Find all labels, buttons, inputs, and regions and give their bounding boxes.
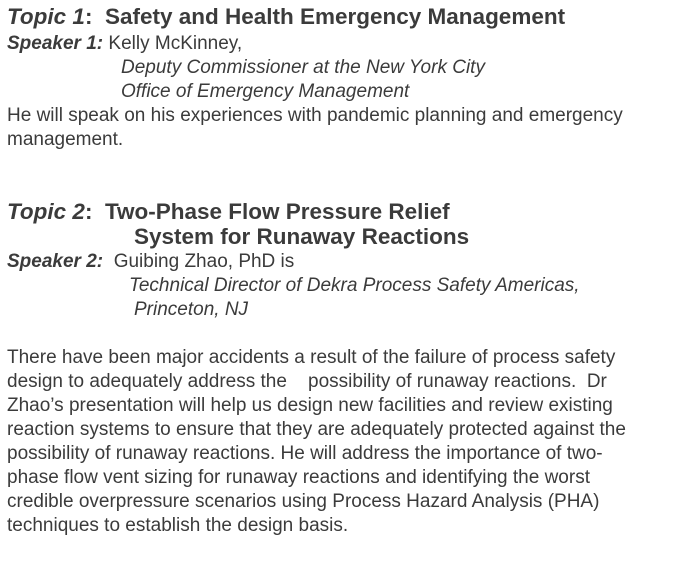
topic1-desc-line: He will speak on his experiences with pandemic planning and emergency bbox=[7, 105, 623, 126]
topic2-desc-line: phase flow vent sizing for runaway reactions and identifying the worst bbox=[7, 467, 590, 488]
topic2-title-line1: Two-Phase Flow Pressure Relief bbox=[104, 199, 450, 224]
topic2-speaker-name: Guibing Zhao, PhD is bbox=[113, 251, 295, 272]
topic2-sep: : bbox=[84, 199, 105, 224]
topic2-desc-line: There have been major accidents a result of the failure of process safety bbox=[7, 347, 616, 368]
topic1-role-line1: Deputy Commissioner at the New York City bbox=[121, 57, 485, 78]
topic1-heading bbox=[7, 4, 565, 30]
topic1-title: Safety and Health Emergency Management bbox=[104, 4, 566, 29]
topic1-speaker-sep: : bbox=[96, 33, 109, 54]
topic2-role-line1: Technical Director of Dekra Process Safety Americas, bbox=[129, 275, 580, 296]
topic2-label: Topic 2 bbox=[7, 199, 85, 224]
topic2-desc-line: techniques to establish the design basis. bbox=[7, 515, 349, 536]
topic1-role-line2: Office of Emergency Management bbox=[121, 81, 410, 102]
topic2-desc-line: reaction systems to ensure that they are adequately protected against the bbox=[7, 419, 626, 440]
topic1-speaker-name: Kelly McKinney, bbox=[108, 33, 243, 54]
topic2-title-line2: System for Runaway Reactions bbox=[134, 224, 470, 249]
topic2-heading bbox=[7, 199, 450, 225]
topic1-desc-line: management. bbox=[7, 129, 124, 150]
topic1-label: Topic 1 bbox=[7, 4, 85, 29]
topic2-speaker-space bbox=[103, 251, 114, 272]
topic1-sep: : bbox=[84, 4, 105, 29]
topic2-speaker-label: Speaker 2: bbox=[7, 251, 104, 272]
topic2-desc-line: credible overpressure scenarios using Process Hazard Analysis (PHA) bbox=[7, 491, 600, 512]
topic2-desc-line: possibility of runaway reactions. He will address the importance of two- bbox=[7, 443, 603, 464]
topic1-speaker-label: Speaker 1 bbox=[7, 33, 97, 54]
topic1-speaker bbox=[7, 32, 242, 56]
topic2-desc-line: design to adequately address the possibility of runaway reactions. Dr bbox=[7, 371, 607, 392]
topic2-role-line2: Princeton, NJ bbox=[134, 299, 249, 320]
topic2-speaker bbox=[7, 250, 294, 274]
topic2-desc-line: Zhao’s presentation will help us design new facilities and review existing bbox=[7, 395, 613, 416]
